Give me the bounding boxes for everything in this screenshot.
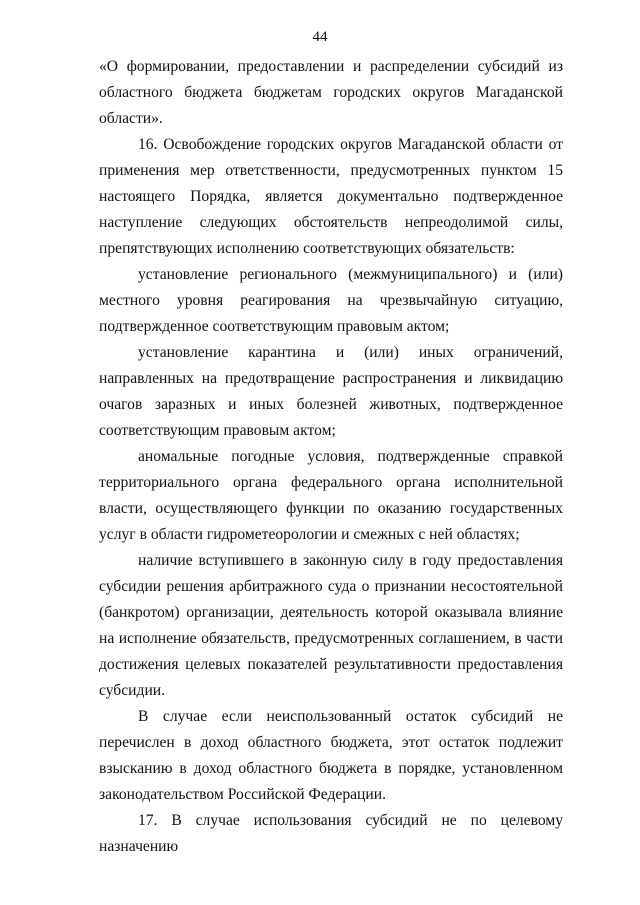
paragraph-quarantine: установление карантина и (или) иных ограничений, направленных на предотвращение распространения и ликвидацию очагов заразных и иных болезней животных, подтвержденное соответствующим правовым актом; [99, 344, 563, 439]
page-number: 44 [312, 29, 328, 45]
document-body [99, 54, 563, 860]
paragraph-title-continuation: «О формировании, предоставлении и распределении субсидий из областного бюджета бюджетам городских округов Магаданской области». [99, 58, 563, 127]
paragraph-emergency-regime: установление регионального (межмуниципального) и (или) местного уровня реагирования на чрезвычайную ситуацию, подтвержденное соответствующим правовым актом; [99, 266, 563, 335]
paragraph-clause-16: 16. Освобождение городских округов Магаданской области от применения мер ответственности, предусмотренных пунктом 15 настоящего Порядка, является документально подтвержденное наступление следующих обстоятельств непреодолимой силы, препятствующих исполнению соответствующих обязательств: [99, 136, 563, 257]
paragraph-clause-17: 17. В случае использования субсидий не по целевому назначению [99, 812, 563, 855]
paragraph-bankruptcy: наличие вступившего в законную силу в году предоставления субсидии решения арбитражного суда о признании несостоятельной (банкротом) организации, деятельность которой оказывала влияние на исполнение обязательств, предусмотренных соглашением, в части достижения целевых показателей результативности предоставления субсидии. [99, 552, 563, 699]
paragraph-unused-balance: В случае если неиспользованный остаток субсидий не перечислен в доход областного бюджета, этот остаток подлежит взысканию в доход областного бюджета в порядке, установленном законодательством Российской Федерации. [99, 708, 563, 803]
paragraph-weather: аномальные погодные условия, подтвержденные справкой территориального органа федерального органа исполнительной власти, осуществляющего функции по оказанию государственных услуг в области гидрометеорологии и смежных с ней областях; [99, 448, 563, 543]
